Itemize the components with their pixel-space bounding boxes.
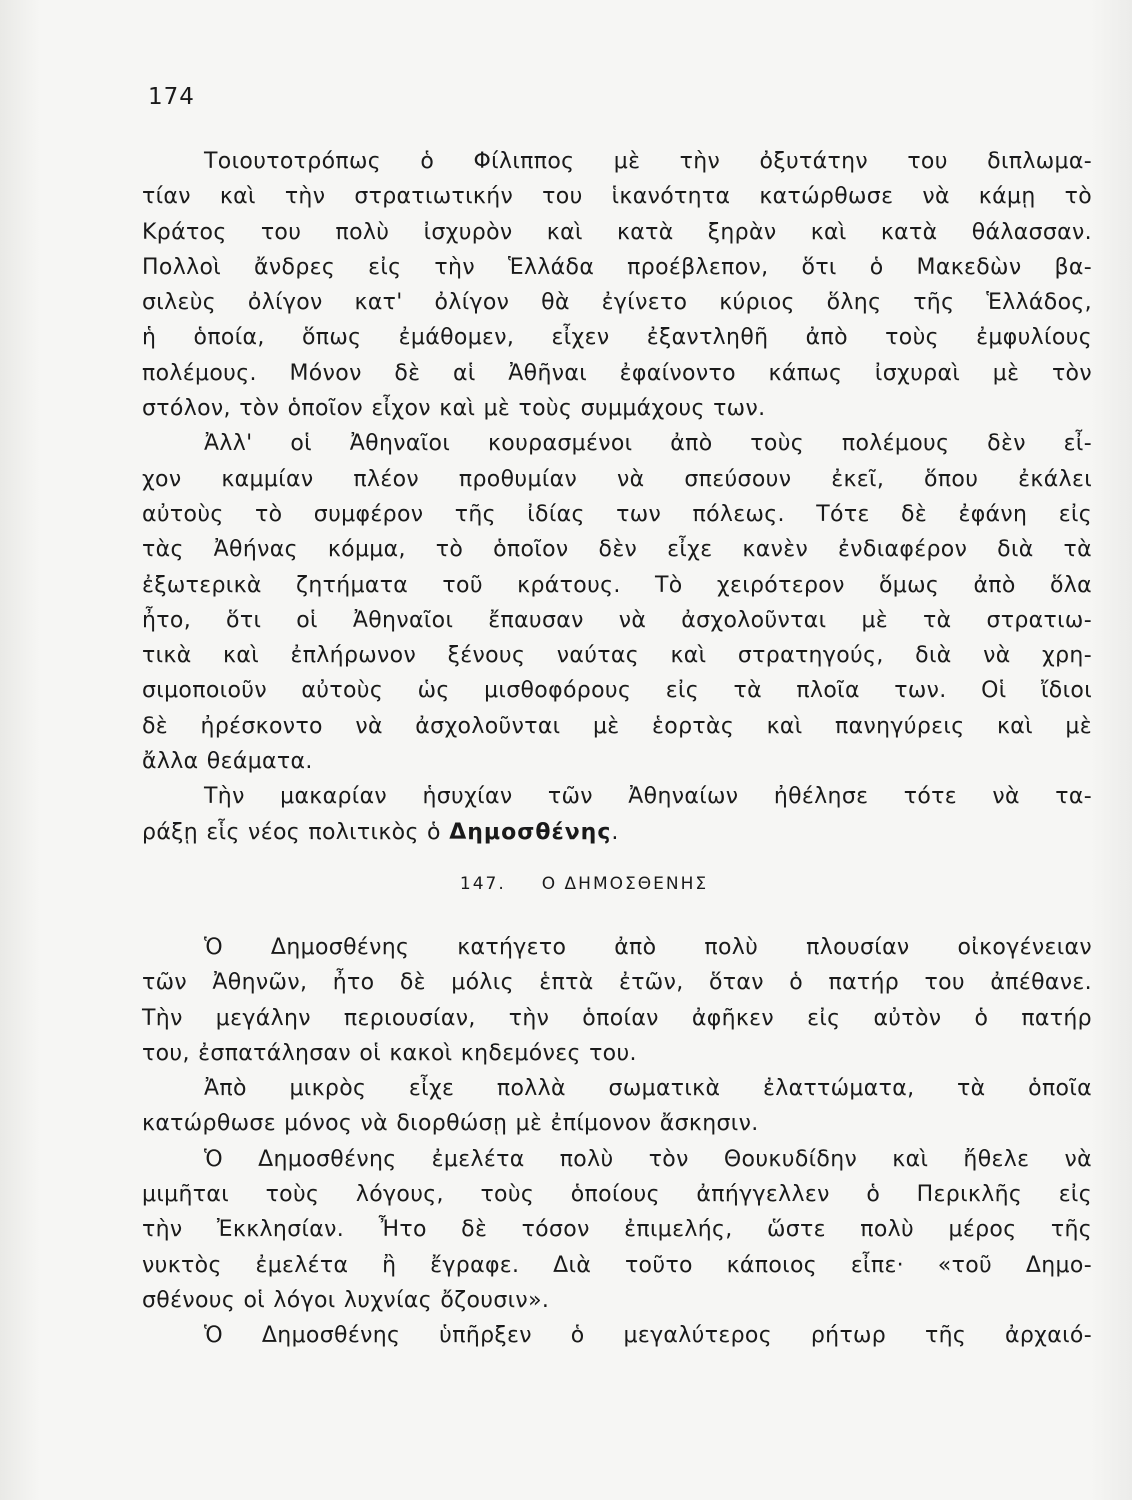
text-line: τίαν καὶ τὴν στρατιωτικήν του ἱκανότητα κατώρθωσε νὰ κάμῃ τὸ <box>142 184 1092 210</box>
text-line: ἄλλα θεάματα. <box>142 749 313 775</box>
text-line: Ἀπὸ μικρὸς εἶχε πολλὰ σωματικὰ ἐλαττώματα, τὰ ὁποῖα <box>204 1076 1092 1102</box>
text-run: ράξῃ εἷς νέος πολιτικὸς ὁ <box>142 819 450 845</box>
text-line: Τὴν μεγάλην περιουσίαν, τὴν ὁποίαν ἀφῆκεν εἰς αὐτὸν ὁ πατήρ <box>142 1005 1092 1031</box>
page-number: 174 <box>148 84 195 110</box>
text-line: αὐτοὺς τὸ συμφέρον τῆς ἰδίας των πόλεως. Τότε δὲ ἐφάνη εἰς <box>142 501 1092 527</box>
text-line: νυκτὸς ἐμελέτα ἢ ἔγραφε. Διὰ τοῦτο κάποιος εἶπε· «τοῦ Δημο- <box>142 1252 1092 1278</box>
text-line: χον καμμίαν πλέον προθυμίαν νὰ σπεύσουν ἐκεῖ, ὅπου ἐκάλει <box>142 466 1092 492</box>
text-line: τὰς Ἀθήνας κόμμα, τὸ ὁποῖον δὲν εἶχε κανὲν ἐνδιαφέρον διὰ τὰ <box>142 537 1092 563</box>
text-line: κατώρθωσε μόνος νὰ διορθώσῃ μὲ ἐπίμονον ἄσκησιν. <box>142 1111 759 1137</box>
text-line: σιλεὺς ὀλίγον κατ' ὀλίγον θὰ ἐγίνετο κύριος ὅλης τῆς Ἑλλάδος, <box>142 290 1092 316</box>
text-line: τῶν Ἀθηνῶν, ἦτο δὲ μόλις ἑπτὰ ἐτῶν, ὅταν ὁ πατήρ του ἀπέθανε. <box>142 970 1092 996</box>
text-line: Τὴν μακαρίαν ἡσυχίαν τῶν Ἀθηναίων ἠθέλησε τότε νὰ τα- <box>204 784 1092 810</box>
text-line <box>142 815 1092 850</box>
text-block-top <box>142 144 1092 850</box>
emphasized-name: Δημοσθένης <box>449 819 612 845</box>
section-title: Ο ΔΗΜΟΣΘΕΝΗΣ <box>541 874 709 894</box>
section-heading <box>0 874 1132 894</box>
text-line: δὲ ἠρέσκοντο νὰ ἀσχολοῦνται μὲ ἑορτὰς καὶ πανηγύρεις καὶ μὲ <box>142 713 1092 739</box>
text-line: Ὁ Δημοσθένης ὑπῆρξεν ὁ μεγαλύτερος ρήτωρ τῆς ἀρχαιό- <box>204 1323 1092 1349</box>
text-line: σιμοποιοῦν αὐτοὺς ὡς μισθοφόρους εἰς τὰ πλοῖα των. Οἱ ἴδιοι <box>142 678 1092 704</box>
section-number: 147. <box>459 874 506 894</box>
text-line: τικὰ καὶ ἐπλήρωνον ξένους ναύτας καὶ στρατηγούς, διὰ νὰ χρη- <box>142 643 1092 669</box>
text-line: Τοιουτοτρόπως ὁ Φίλιππος μὲ τὴν ὀξυτάτην του διπλωμα- <box>204 149 1092 174</box>
text-line: τὴν Ἐκκλησίαν. Ἦτο δὲ τόσον ἐπιμελής, ὥστε πολὺ μέρος τῆς <box>142 1217 1092 1243</box>
text-line: Κράτος του πολὺ ἰσχυρὸν καὶ κατὰ ξηρὰν καὶ κατὰ θάλασσαν. <box>142 219 1092 245</box>
text-line: πολέμους. Μόνον δὲ αἱ Ἀθῆναι ἐφαίνοντο κάπως ἰσχυραὶ μὲ τὸν <box>142 360 1092 386</box>
text-line: σθένους οἱ λόγοι λυχνίας ὄζουσιν». <box>142 1287 550 1313</box>
text-line: ἐξωτερικὰ ζητήματα τοῦ κράτους. Τὸ χειρότερον ὅμως ἀπὸ ὅλα <box>142 572 1092 598</box>
text-line: ἦτο, ὅτι οἱ Ἀθηναῖοι ἔπαυσαν νὰ ἀσχολοῦνται μὲ τὰ στρατιω- <box>142 607 1092 633</box>
text-line: Ὁ Δημοσθένης ἐμελέτα πολὺ τὸν Θουκυδίδην καὶ ἤθελε νὰ <box>204 1146 1092 1172</box>
text-line: στόλον, τὸν ὁποῖον εἶχον καὶ μὲ τοὺς συμμάχους των. <box>142 396 766 422</box>
text-block-bottom <box>142 930 1092 1354</box>
text-line: Πολλοὶ ἄνδρες εἰς τὴν Ἑλλάδα προέβλεπον, ὅτι ὁ Μακεδὼν βα- <box>142 254 1092 280</box>
text-line: Ἀλλ' οἱ Ἀθηναῖοι κουρασμένοι ἀπὸ τοὺς πολέμους δὲν εἶ- <box>204 431 1092 457</box>
text-line: μιμῆται τοὺς λόγους, τοὺς ὁποίους ἀπήγγελλεν ὁ Περικλῆς εἰς <box>142 1182 1092 1208</box>
text-run: . <box>611 819 619 845</box>
text-line: του, ἐσπατάλησαν οἱ κακοὶ κηδεμόνες του. <box>142 1040 637 1066</box>
text-line: Ὁ Δημοσθένης κατήγετο ἀπὸ πολὺ πλουσίαν οἰκογένειαν <box>204 935 1092 960</box>
text-line: ἡ ὁποία, ὅπως ἐμάθομεν, εἶχεν ἐξαντληθῆ ἀπὸ τοὺς ἐμφυλίους <box>142 325 1092 351</box>
